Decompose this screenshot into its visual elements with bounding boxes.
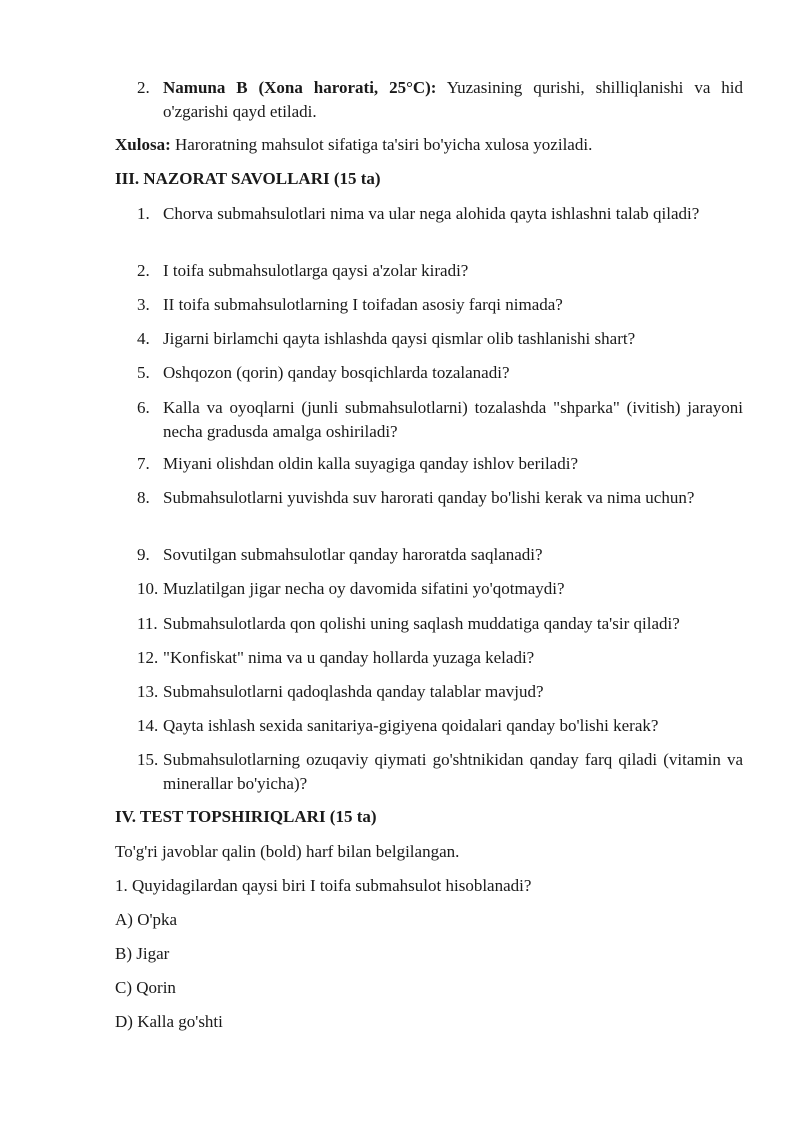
question-text: Chorva submahsulotlari nima va ular nega alohida qayta ishlashni talab qiladi? xyxy=(163,204,700,223)
answer-option-d: D) Kalla go'shti xyxy=(115,1012,223,1031)
question-number: 9. xyxy=(137,545,150,564)
question-text: I toifa submahsulotlarga qaysi a'zolar kiradi? xyxy=(163,261,469,280)
question-number: 2. xyxy=(137,261,150,280)
question-number: 10. xyxy=(137,579,159,598)
question-text: Submahsulotlarda qon qolishi uning saqlash muddatiga qanday ta'sir qiladi? xyxy=(163,614,680,633)
question-item xyxy=(115,680,743,704)
question-number: 6. xyxy=(137,398,150,417)
test-intro: To'g'ri javoblar qalin (bold) harf bilan belgilangan. xyxy=(115,842,460,861)
question-text: Submahsulotlarni qadoqlashda qanday talablar mavjud? xyxy=(163,682,544,701)
question-number: 13. xyxy=(137,682,159,701)
question-item xyxy=(115,748,743,796)
question-text: Submahsulotlarni yuvishda suv harorati qanday bo'lishi kerak va nima uchun? xyxy=(163,488,695,507)
question-text: Submahsulotlarning ozuqaviy qiymati go'shtnikidan qanday farq qiladi (vitamin va minerallar bo'yicha)? xyxy=(163,750,743,793)
question-text: Oshqozon (qorin) qanday bosqichlarda tozalanadi? xyxy=(163,363,510,382)
question-item xyxy=(115,293,743,317)
question-text: Qayta ishlash sexida sanitariya-gigiyena qoidalari qanday bo'lishi kerak? xyxy=(163,716,659,735)
question-text: "Konfiskat" nima va u qanday hollarda yuzaga keladi? xyxy=(163,648,535,667)
question-text: Jigarni birlamchi qayta ishlashda qaysi qismlar olib tashlanishi shart? xyxy=(163,329,636,348)
sample-b-label: Namuna B (Xona harorati, 25°C): xyxy=(163,78,437,97)
question-item xyxy=(115,577,743,601)
conclusion-paragraph xyxy=(115,133,743,157)
section-4-heading: IV. TEST TOPSHIRIQLARI (15 ta) xyxy=(115,807,377,826)
section-3-heading: III. NAZORAT SAVOLLARI (15 ta) xyxy=(115,169,381,188)
question-number: 15. xyxy=(137,750,159,769)
answer-option-b: B) Jigar xyxy=(115,944,170,963)
question-text: II toifa submahsulotlarning I toifadan asosiy farqi nimada? xyxy=(163,295,563,314)
question-number: 8. xyxy=(137,488,150,507)
question-item xyxy=(115,543,743,567)
question-number: 7. xyxy=(137,454,150,473)
question-item xyxy=(115,486,743,510)
question-item xyxy=(115,259,743,283)
conclusion-label: Xulosa: xyxy=(115,135,171,154)
question-item xyxy=(115,452,743,476)
answer-option-c: C) Qorin xyxy=(115,978,176,997)
item-text xyxy=(163,76,743,124)
question-number: 3. xyxy=(137,295,150,314)
question-number: 12. xyxy=(137,648,159,667)
question-text: Sovutilgan submahsulotlar qanday haroratda saqlanadi? xyxy=(163,545,543,564)
question-number: 14. xyxy=(137,716,159,735)
question-item xyxy=(115,646,743,670)
sample-b-description: Yuzasining qurishi, shilliqlanishi va hid o'zgarishi qayd etiladi. xyxy=(163,78,743,121)
question-item xyxy=(115,327,743,351)
question-text: Muzlatilgan jigar necha oy davomida sifatini yo'qotmaydi? xyxy=(163,579,565,598)
question-item xyxy=(115,202,743,226)
sample-b-item xyxy=(115,76,743,124)
item-number: 2. xyxy=(137,78,150,97)
answer-option-a: A) O'pka xyxy=(115,910,178,929)
test-question-1: 1. Quyidagilardan qaysi biri I toifa submahsulot hisoblanadi? xyxy=(115,876,532,895)
question-item xyxy=(115,396,743,444)
question-text: Kalla va oyoqlarni (junli submahsulotlarni) tozalashda "shparka" (ivitish) jarayoni necha gradusda amalga oshiriladi? xyxy=(163,398,743,441)
question-number: 5. xyxy=(137,363,150,382)
question-item xyxy=(115,612,743,636)
question-number: 4. xyxy=(137,329,150,348)
question-number: 11. xyxy=(137,614,158,633)
question-item xyxy=(115,714,743,738)
conclusion-text: Haroratning mahsulot sifatiga ta'siri bo'yicha xulosa yoziladi. xyxy=(170,135,593,154)
question-text: Miyani olishdan oldin kalla suyagiga qanday ishlov beriladi? xyxy=(163,454,578,473)
question-item xyxy=(115,361,743,385)
question-number: 1. xyxy=(137,204,150,223)
